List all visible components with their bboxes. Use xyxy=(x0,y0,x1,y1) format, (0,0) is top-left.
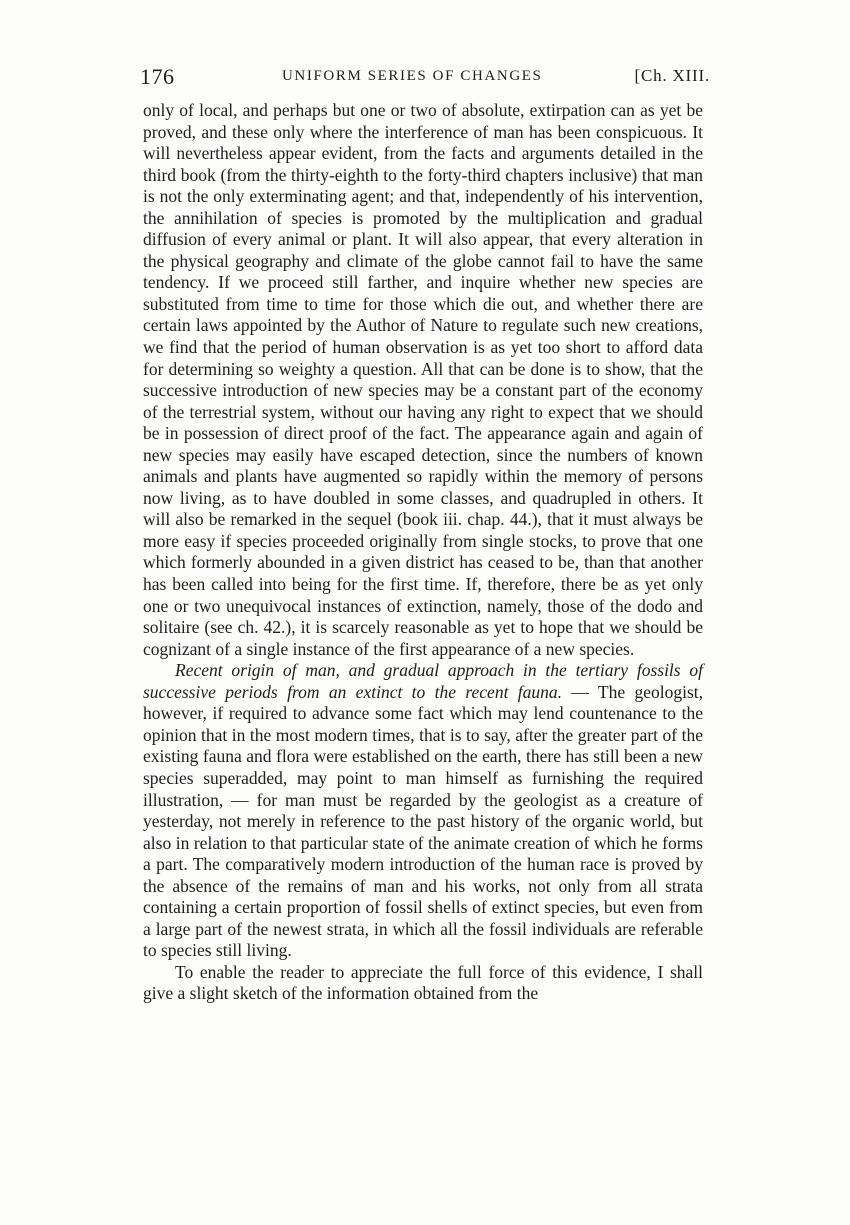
paragraph-text: — The geologist, however, if required to advance some fact which may lend countenance to the opinion that in the most modern times, that is to say, after the greater part of the existing fauna and flora were established on the earth, there has still been a new species superadded, may point to man himself as furnishing the required illustration, — for man must be regarded by the geologist as a creature of yesterday, not merely in reference to the past history of the organic world, but also in relation to that particular state of the animate creation of which he forms a part. The comparatively modern introduction of the human race is proved by the absence of the remains of man and his works, not only from all strata containing a certain proportion of fossil shells of extinct species, but even from a large part of the newest strata, in which all the fossil individuals are referable to species still living. xyxy=(143,681,704,961)
paragraph-recent-origin-of-man xyxy=(143,660,703,962)
running-title: UNIFORM SERIES OF CHANGES xyxy=(282,68,543,84)
body-text xyxy=(143,100,703,1005)
section-heading: Recent origin of man, and gradual approach in the tertiary fossils of successive periods from an extinct to the recent fauna. xyxy=(143,660,703,702)
chapter-reference: [Ch. XIII. xyxy=(634,66,710,85)
paragraph-extirpation xyxy=(143,100,703,660)
running-head xyxy=(140,64,710,94)
page-number: 176 xyxy=(140,64,175,89)
paragraph-evidence-sketch xyxy=(143,962,703,1005)
paragraph-text: To enable the reader to appreciate the full force of this evidence, I shall give a slight sketch of the information obtained from the xyxy=(143,961,703,1004)
paragraph-text: only of local, and perhaps but one or two of absolute, extirpation can as yet be proved, and these only where the interference of man has been conspicuous. It will nevertheless appear evident, from the facts and arguments detailed in the third book (from the thirty-eighth to the forty-third chapters inclusive) that man is not the only exterminating agent; and that, independently of his intervention, the annihilation of species is promoted by the multiplication and gradual diffusion of every animal or plant. It will also appear, that every alteration in the physical geography and climate of the globe cannot fail to have the same tendency. If we proceed still farther, and inquire whether new species are substituted from time to time for those which die out, and whether there are certain laws appointed by the Author of Nature to regulate such new creations, we find that the period of human observation is as yet too short to afford data for determining so weighty a question. All that can be done is to show, that the successive introduction of new species may be a constant part of the economy of the terrestrial system, without our having any right to expect that we should be in possession of direct proof of the fact. The appearance again and again of new species may easily have escaped detection, since the numbers of known animals and plants have augmented so rapidly within the memory of persons now living, as to have doubled in some classes, and quadrupled in others. It will also be remarked in the sequel (book iii. chap. 44.), that it must always be more easy if species proceeded originally from single stocks, to prove that one which formerly abounded in a given district has ceased to be, than that another has been called into being for the first time. If, therefore, there be as yet only one or two unequivocal instances of extinction, namely, those of the dodo and solitaire (see ch. 42.), it is scarcely reasonable as yet to hope that we should be cognizant of a single instance of the first appearance of a new species. xyxy=(143,100,703,659)
